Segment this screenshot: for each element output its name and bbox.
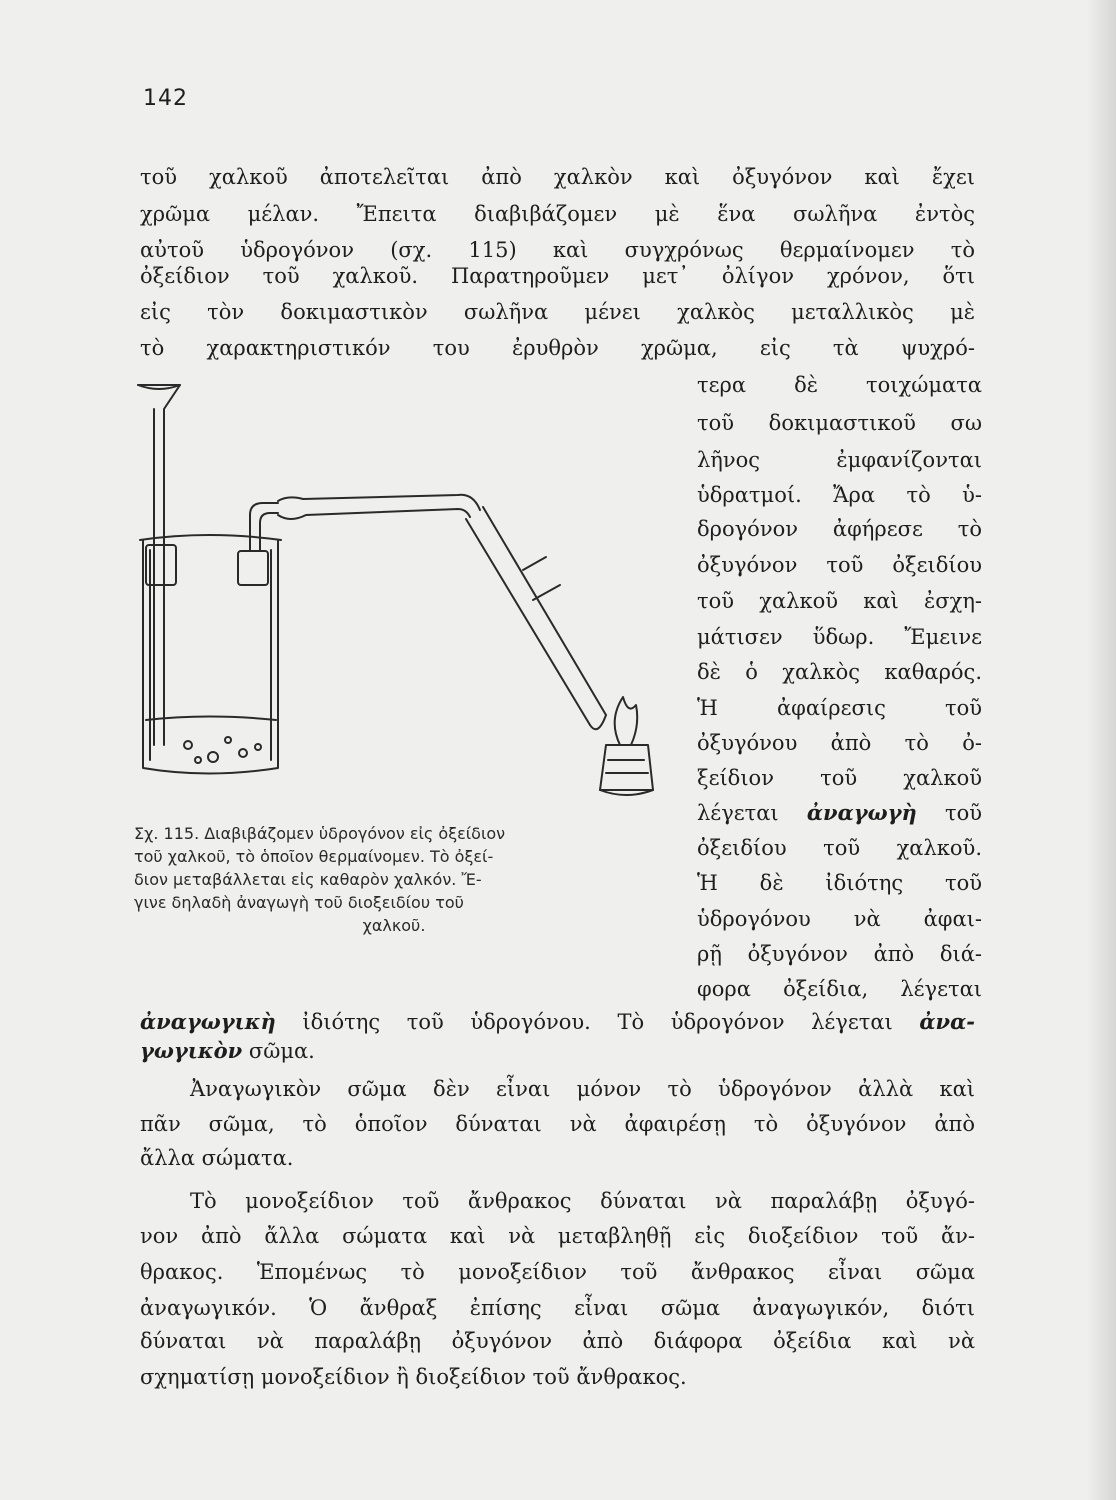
caption-line: γινε δηλαδὴ ἀναγωγὴ τοῦ διοξειδίου τοῦ [134,893,464,912]
text-line: δὲ ὁ χαλκὸς καθαρός. [697,660,982,684]
term-anagogikon-end: γωγικὸν [140,1038,243,1063]
text-fragment: τοῦ [944,801,982,825]
liquid-surface [146,717,276,721]
caption-line: Σχ. 115. Διαβιβάζομεν ὑδρογόνον εἰς ὀξείδιον [134,824,506,843]
text-line-term [697,799,982,827]
term-anagogiki: ἀναγωγικὴ [140,1009,276,1034]
page-number: 142 [143,86,188,111]
text-line: Ἡ δὲ ἰδιότης τοῦ [697,871,982,895]
text-line: Ἀναγωγικὸν σῶμα δὲν εἶναι μόνον τὸ ὑδρογόνον ἀλλὰ καὶ [190,1077,975,1101]
text-line: ἄλλα σώματα. [140,1146,294,1170]
caption-line: χαλκοῦ. [362,916,426,935]
text-line: δρογόνον ἀφήρεσε τὸ [697,517,982,541]
text-line: δύναται νὰ παραλάβῃ ὀξυγόνον ἀπὸ διάφορα ὀξείδια καὶ νὰ [140,1329,975,1353]
text-line: νον ἀπὸ ἄλλα σώματα καὶ νὰ μεταβληθῇ εἰς διοξείδιον τοῦ ἄν- [140,1224,975,1248]
text-line: τερα δὲ τοιχώματα [697,373,982,397]
text-line: ὀξειδίου τοῦ χαλκοῦ. [697,836,982,860]
spirit-burner [600,697,653,795]
text-line-term [140,1037,975,1065]
delivery-tube [250,503,278,550]
text-line: τὸ χαρακτηριστικόν του ἐρυθρὸν χρῶμα, εἰς τὰ ψυχρό- [140,336,975,360]
text-line-term [140,1008,975,1036]
apparatus-figure [128,375,688,805]
text-fragment: λέγεται [697,801,779,825]
text-line: ὑδρατμοί. Ἄρα τὸ ὑ- [697,483,982,507]
text-line: ρῇ ὀξυγόνον ἀπὸ διά- [697,942,982,966]
text-line: ἀναγωγικόν. Ὁ ἄνθραξ ἐπίσης εἶναι σῶμα ἀναγωγικόν, διότι [140,1296,975,1320]
text-line: εἰς τὸν δοκιμαστικὸν σωλῆνα μένει χαλκὸς μεταλλικὸς μὲ [140,300,975,324]
text-line: πᾶν σῶμα, τὸ ὁποῖον δύναται νὰ ἀφαιρέσῃ τὸ ὀξυγόνον ἀπὸ [140,1112,975,1136]
text-line: τοῦ χαλκοῦ ἀποτελεῖται ἀπὸ χαλκὸν καὶ ὀξυγόνον καὶ ἔχει [140,165,975,189]
text-line: Τὸ μονοξείδιον τοῦ ἄνθρακος δύναται νὰ παραλάβῃ ὀξυγό- [190,1189,975,1213]
text-line: μάτισεν ὕδωρ. Ἔμεινε [697,625,982,649]
caption-line: τοῦ χαλκοῦ, τὸ ὁποῖον θερμαίνομεν. Τὸ ὀξεί- [134,847,494,866]
term-anagogikon-start: ἀνα- [919,1009,975,1034]
text-fragment: ἰδιότης τοῦ ὑδρογόνου. Τὸ ὑδρογόνον λέγεται [302,1010,893,1034]
funnel-outline [138,385,180,745]
text-line: σχηματίσῃ μονοξείδιον ἢ διοξείδιον τοῦ ἄνθρακος. [140,1365,687,1389]
text-line: τοῦ χαλκοῦ καὶ ἐσχη- [697,589,982,613]
text-line: χρῶμα μέλαν. Ἔπειτα διαβιβάζομεν μὲ ἕνα σωλῆνα ἐντὸς [140,202,975,226]
text-line: φορα ὀξείδια, λέγεται [697,977,982,1001]
text-line: ξείδιον τοῦ χαλκοῦ [697,766,982,790]
text-line: ὀξείδιον τοῦ χαλκοῦ. Παρατηροῦμεν μετ᾿ ὀλίγον χρόνον, ὅτι [140,264,975,288]
text-line: ὑδρογόνου νὰ ἀφαι- [697,907,982,931]
test-tube [466,507,606,729]
text-line: ὀξυγόνον τοῦ ὀξειδίου [697,553,982,577]
caption-line: διον μεταβάλλεται εἰς καθαρὸν χαλκόν. Ἔ- [134,870,482,889]
term-anagogi: ἀναγωγὴ [806,800,917,825]
page-edge-shadow [1086,0,1116,1500]
text-fragment: σῶμα. [248,1039,315,1063]
text-line: Ἡ ἀφαίρεσις τοῦ [697,696,982,720]
text-line: τοῦ δοκιμαστικοῦ σω [697,411,982,435]
flame [615,697,638,745]
text-line: λῆνος ἐμφανίζονται [697,448,982,472]
figure-caption [134,822,654,937]
text-line: ὀξυγόνου ἀπὸ τὸ ὀ- [697,731,982,755]
text-line: αὐτοῦ ὑδρογόνον (σχ. 115) καὶ συγχρόνως θερμαίνομεν τὸ [140,238,975,262]
text-line: θρακος. Ἑπομένως τὸ μονοξείδιον τοῦ ἄνθρακος εἶναι σῶμα [140,1260,975,1284]
